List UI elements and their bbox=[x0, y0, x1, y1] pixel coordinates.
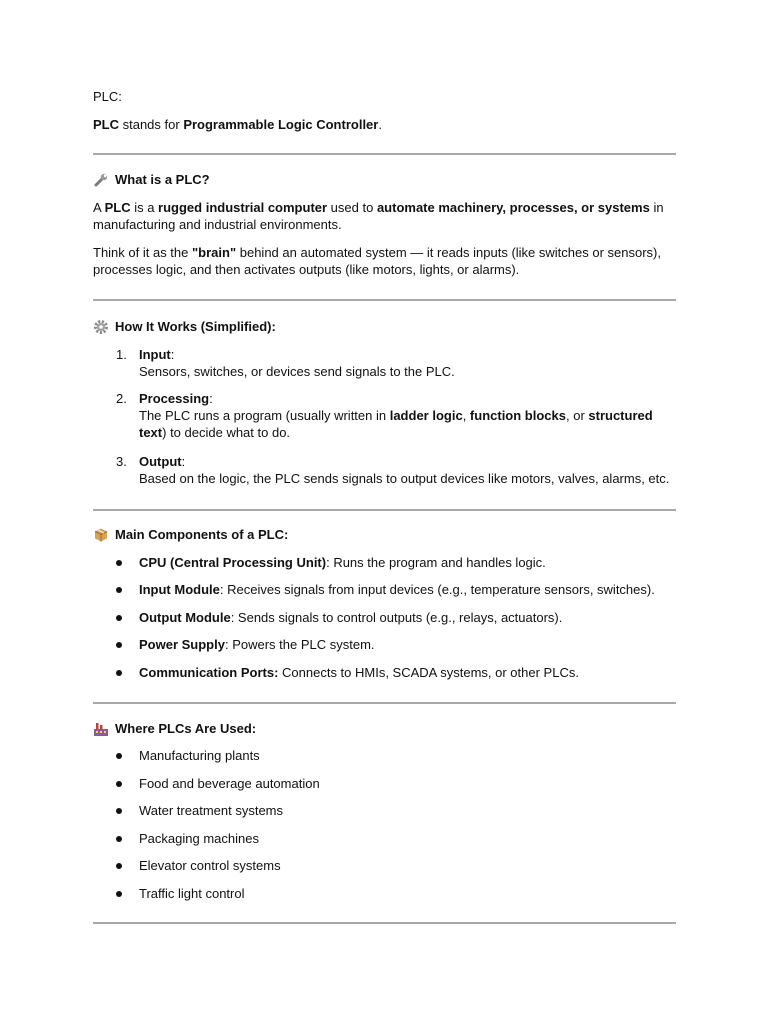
use-item: Elevator control systems bbox=[139, 858, 281, 873]
divider bbox=[93, 702, 676, 704]
step-number: 2. bbox=[116, 391, 127, 406]
step-input: Input: Sensors, switches, or devices send signals to the PLC. bbox=[139, 347, 455, 379]
component-term: Power Supply bbox=[139, 637, 225, 652]
bullet bbox=[116, 863, 122, 869]
divider bbox=[93, 153, 676, 155]
use-item: Traffic light control bbox=[139, 886, 245, 901]
bullet bbox=[116, 587, 122, 593]
component-item bbox=[139, 664, 679, 681]
step-title: Processing bbox=[139, 391, 210, 406]
what-p1-3: rugged industrial computer bbox=[158, 200, 328, 215]
use-item: Water treatment systems bbox=[139, 803, 283, 818]
uses-heading: Where PLCs Are Used: bbox=[115, 721, 257, 736]
step-output: Output: Based on the logic, the PLC sends signals to output devices like motors, valves, alarms, etc. bbox=[139, 454, 670, 486]
step-text: Based on the logic, the PLC sends signals to output devices like motors, valves, alarms, etc. bbox=[139, 471, 670, 486]
intro-def-0: PLC bbox=[93, 117, 119, 132]
intro-def-1: stands for bbox=[119, 117, 184, 132]
intro-definition bbox=[93, 116, 676, 133]
bullet bbox=[116, 808, 122, 814]
component-term: Communication Ports: bbox=[139, 665, 279, 680]
bullet bbox=[116, 891, 122, 897]
what-p1-1: PLC bbox=[104, 200, 131, 215]
intro-label: PLC: bbox=[93, 89, 122, 104]
component-desc: : Sends signals to control outputs (e.g., relays, actuators). bbox=[230, 610, 563, 625]
section-heading-uses bbox=[93, 720, 676, 737]
step-number: 1. bbox=[116, 347, 127, 362]
intro-def-3: . bbox=[378, 117, 382, 132]
wrench-icon bbox=[93, 172, 109, 188]
what-p1-4: used to bbox=[327, 200, 377, 215]
step-title: Input bbox=[139, 347, 171, 362]
use-item: Food and beverage automation bbox=[139, 776, 320, 791]
step-text-0: The PLC runs a program (usually written in bbox=[139, 408, 390, 423]
bullet bbox=[116, 642, 122, 648]
step-number: 3. bbox=[116, 454, 127, 469]
bullet bbox=[116, 670, 122, 676]
components-heading: Main Components of a PLC: bbox=[115, 527, 289, 542]
bullet bbox=[116, 781, 122, 787]
component-desc: : Runs the program and handles logic. bbox=[326, 555, 546, 570]
divider bbox=[93, 922, 676, 924]
divider bbox=[93, 509, 676, 511]
component-item bbox=[139, 609, 679, 626]
package-icon bbox=[93, 527, 109, 543]
component-desc: : Powers the PLC system. bbox=[224, 637, 375, 652]
step-title: Output bbox=[139, 454, 182, 469]
component-term: Input Module bbox=[139, 582, 220, 597]
what-p2-2: behind an automated system — it reads inputs (like switches or sensors), processes logic, and then activates outputs (like motors, lights, or alarms). bbox=[93, 245, 661, 277]
component-item bbox=[139, 636, 679, 653]
step-text-2: , bbox=[462, 408, 470, 423]
step-text-6: ) to decide what to do. bbox=[162, 425, 291, 440]
step-text-3: function blocks bbox=[469, 408, 566, 423]
step-text: Sensors, switches, or devices send signals to the PLC. bbox=[139, 364, 455, 379]
section-heading-how bbox=[93, 318, 676, 335]
what-p2-0: Think of it as the bbox=[93, 245, 192, 260]
component-term: Output Module bbox=[139, 610, 231, 625]
how-heading: How It Works (Simplified): bbox=[115, 319, 276, 334]
component-term: CPU (Central Processing Unit) bbox=[139, 555, 327, 570]
what-p2-1: "brain" bbox=[192, 245, 237, 260]
step-text-1: ladder logic bbox=[389, 408, 463, 423]
what-p1-0: A bbox=[93, 200, 105, 215]
gear-icon bbox=[93, 319, 109, 335]
bullet bbox=[116, 560, 122, 566]
what-p1-2: is a bbox=[130, 200, 159, 215]
divider bbox=[93, 299, 676, 301]
what-paragraph-1 bbox=[93, 199, 676, 233]
section-heading-components bbox=[93, 526, 676, 543]
component-item bbox=[139, 554, 679, 571]
bullet bbox=[116, 836, 122, 842]
bullet bbox=[116, 753, 122, 759]
what-p1-6: in manufacturing and industrial environments. bbox=[93, 200, 664, 232]
section-heading-what bbox=[93, 171, 676, 188]
component-desc: : Receives signals from input devices (e.g., temperature sensors, switches). bbox=[219, 582, 655, 597]
factory-icon bbox=[93, 721, 109, 737]
intro-def-2: Programmable Logic Controller bbox=[183, 117, 379, 132]
bullet bbox=[116, 615, 122, 621]
step-text-4: , or bbox=[565, 408, 589, 423]
step-processing: Processing: The PLC runs a program (usually written in ladder logic, function blocks, or structured text) to decide what to do. bbox=[139, 391, 653, 440]
what-heading: What is a PLC? bbox=[115, 172, 210, 187]
use-item: Packaging machines bbox=[139, 831, 259, 846]
component-item bbox=[139, 581, 679, 598]
step-text-5: structured text bbox=[139, 408, 653, 440]
use-item: Manufacturing plants bbox=[139, 748, 260, 763]
what-p1-5: automate machinery, processes, or systems bbox=[376, 200, 650, 215]
what-paragraph-2 bbox=[93, 244, 676, 278]
component-desc: Connects to HMIs, SCADA systems, or other PLCs. bbox=[278, 665, 579, 680]
